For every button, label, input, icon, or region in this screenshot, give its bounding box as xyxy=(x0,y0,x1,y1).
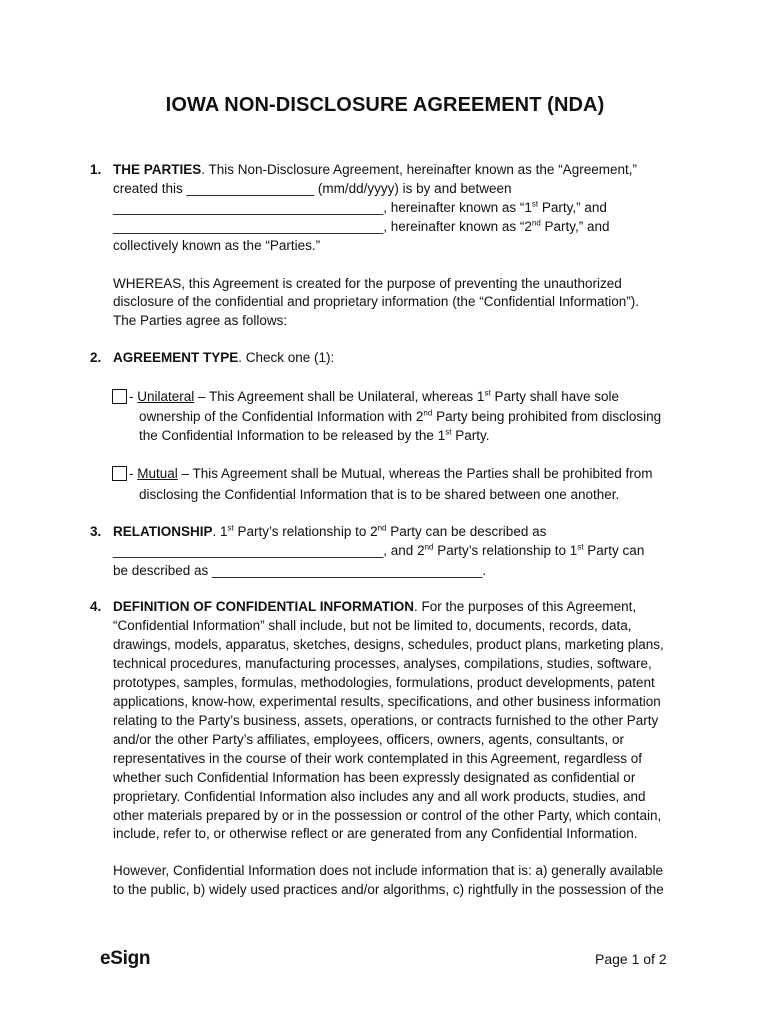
mutual-label: Mutual xyxy=(137,466,178,481)
section-4-body-line: applications, know-how, experimental results, specifications, and other business information xyxy=(113,694,661,709)
unilateral-checkbox[interactable] xyxy=(112,389,127,404)
section-4-body-line: drawings, models, apparatus, sketches, designs, schedules, product plans, marketing plans, xyxy=(113,637,664,652)
unilateral-line-3: the Confidential Information to be released by the 1st Party. xyxy=(139,427,490,443)
section-2-number: 2. xyxy=(90,350,102,365)
whereas-line-2: disclosure of the confidential and proprietary information (the “Confidential Information”). xyxy=(113,294,640,309)
section-1-line-2: created this _________________ (mm/dd/yyyy) is by and between xyxy=(113,181,512,196)
section-1-line-4: ____________________________________, hereinafter known as “2nd Party,” and xyxy=(113,218,610,234)
unilateral-label: Unilateral xyxy=(137,389,195,404)
mutual-checkbox[interactable] xyxy=(112,466,127,481)
whereas-line-1: WHEREAS, this Agreement is created for the purpose of preventing the unauthorized xyxy=(113,276,622,291)
mutual-line-2: disclosing the Confidential Information that is to be shared between one another. xyxy=(139,487,620,502)
section-4-body-line: representatives in the course of their work contemplated in this Agreement, regardless of xyxy=(113,751,643,766)
however-line-1: However, Confidential Information does not include information that is: a) generally available xyxy=(113,863,664,878)
section-4-body-line: “Confidential Information” shall include, but not be limited to, documents, records, data, xyxy=(113,618,632,633)
section-4-body-line: whether such Confidential Information has been expressly designated as confidential or xyxy=(113,770,636,785)
section-1-line-1: THE PARTIES. This Non-Disclosure Agreement, hereinafter known as the “Agreement,” xyxy=(113,162,637,177)
section-3-line-2: ____________________________________, and 2nd Party’s relationship to 1st Party can xyxy=(113,542,645,558)
esign-logo: eSign xyxy=(100,948,151,969)
section-1-line-5: collectively known as the “Parties.” xyxy=(113,238,321,253)
section-4-body-line: and/or the other Party’s affiliates, employees, officers, owners, agents, consultants, or xyxy=(113,732,625,747)
whereas-line-3: The Parties agree as follows: xyxy=(113,313,288,328)
section-4-body-line: proprietary. Confidential Information also includes any and all work products, studies, and xyxy=(113,789,646,804)
section-4-body-line: technical procedures, manufacturing processes, analyses, compilations, studies, software, xyxy=(113,656,652,671)
unilateral-line-2: ownership of the Confidential Information with 2nd Party being prohibited from disclosing xyxy=(139,408,662,424)
unilateral-line-1: - Unilateral – This Agreement shall be Unilateral, whereas 1st Party shall have sole xyxy=(129,388,620,404)
section-4-heading: DEFINITION OF CONFIDENTIAL INFORMATION xyxy=(113,599,414,614)
page-number: Page 1 of 2 xyxy=(595,951,667,967)
section-4-body-line: other materials prepared by or in the possession or control of the other Party, which contain, xyxy=(113,808,662,823)
document-title: IOWA NON-DISCLOSURE AGREEMENT (NDA) xyxy=(165,94,605,116)
section-2-heading: AGREEMENT TYPE xyxy=(113,350,239,365)
section-4-number: 4. xyxy=(90,599,102,614)
section-4-body-line: relating to the Party’s business, assets, operations, or contracts furnished to the other Party xyxy=(113,713,659,728)
section-1-number: 1. xyxy=(90,162,102,177)
section-1-line-3: ____________________________________, hereinafter known as “1st Party,” and xyxy=(113,199,607,215)
section-3-line-3: be described as ____________________________________. xyxy=(113,563,487,578)
section-4-body-line: include, refer to, or otherwise reflect or are generated from any Confidential Information. xyxy=(113,826,638,841)
however-line-2: to the public, b) widely used practices and/or algorithms, c) rightfully in the possession of the xyxy=(113,882,664,897)
section-3-line-1: RELATIONSHIP. 1st Party’s relationship to 2nd Party can be described as xyxy=(113,523,547,539)
section-2-line-1: AGREEMENT TYPE. Check one (1): xyxy=(113,350,335,365)
section-1-heading: THE PARTIES xyxy=(113,162,202,177)
section-4-body-line: prototypes, samples, formulas, methodologies, formulations, product developments, patent xyxy=(113,675,655,690)
mutual-line-1: - Mutual – This Agreement shall be Mutual, whereas the Parties shall be prohibited from xyxy=(129,466,653,481)
section-3-heading: RELATIONSHIP xyxy=(113,524,213,539)
section-4-line-1: DEFINITION OF CONFIDENTIAL INFORMATION. For the purposes of this Agreement, xyxy=(113,599,637,614)
section-3-number: 3. xyxy=(90,524,102,539)
